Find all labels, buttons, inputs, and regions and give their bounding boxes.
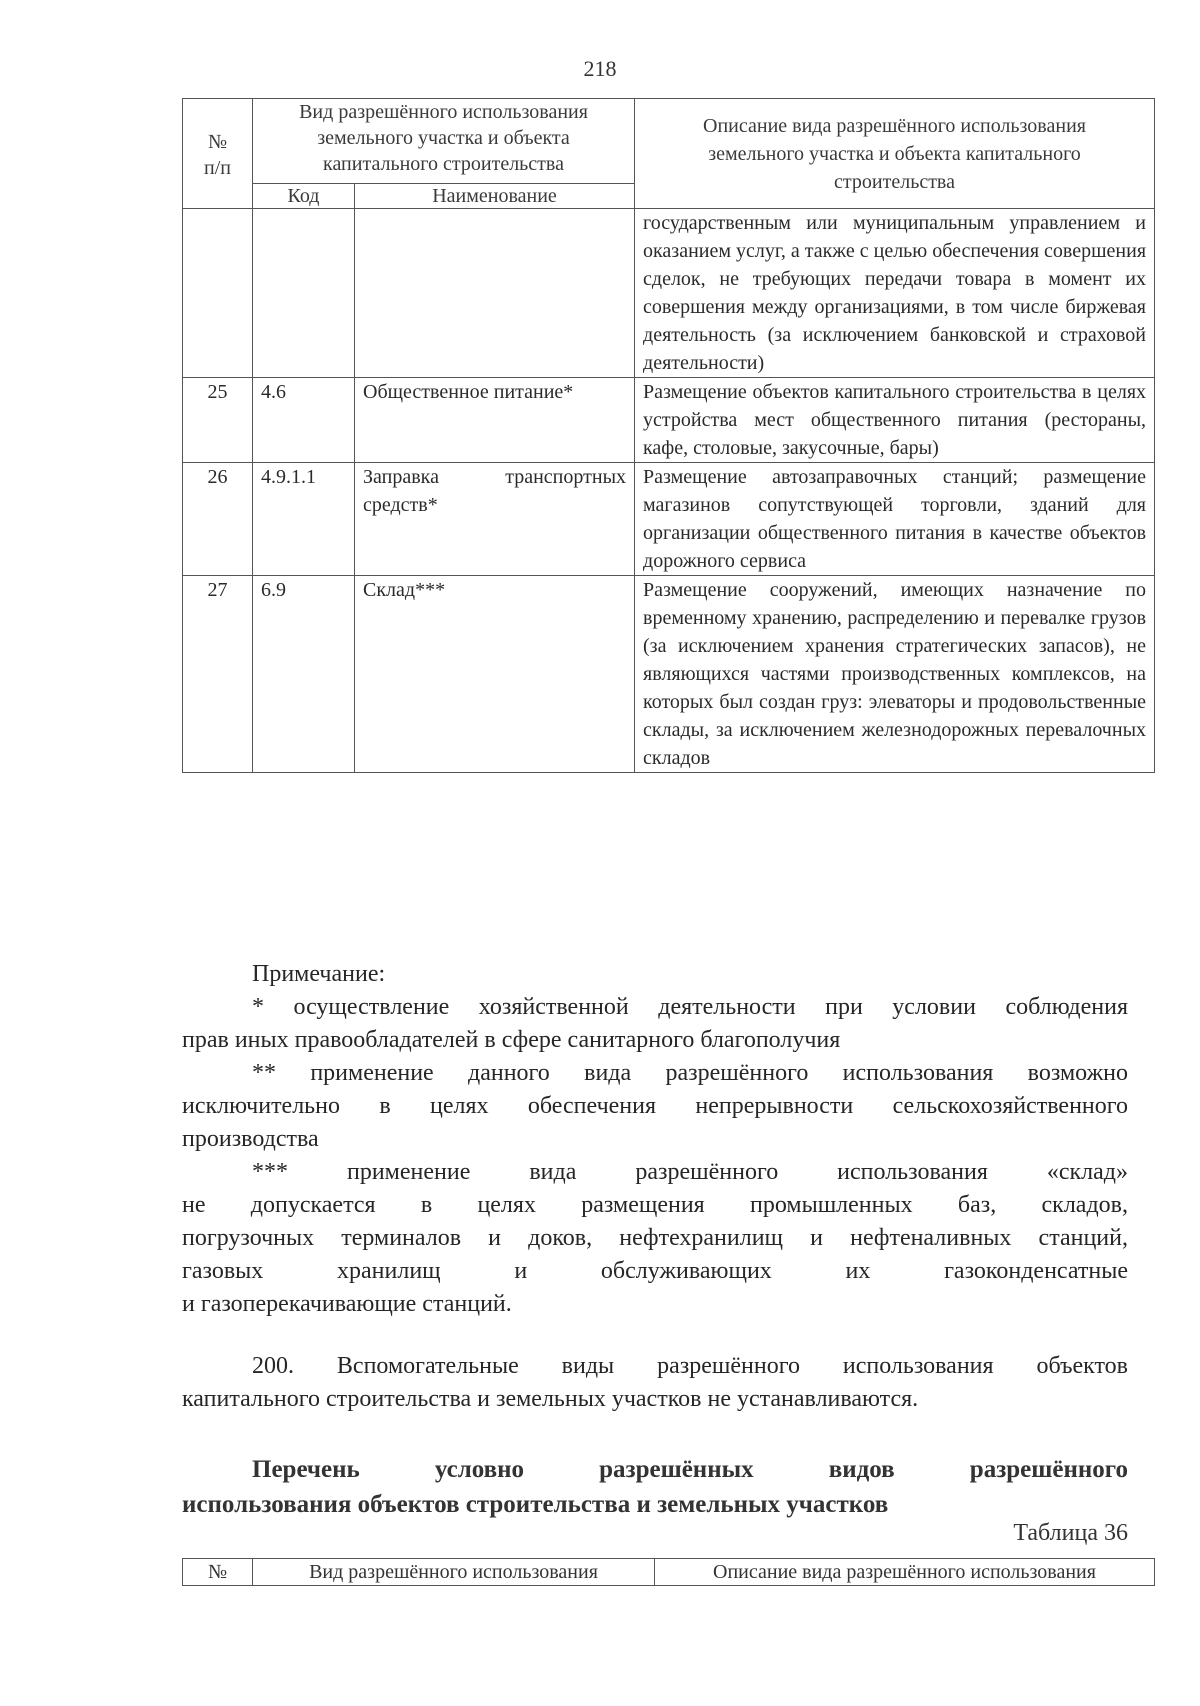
header-use-type: Вид разрешённого использования земельного участка и объекта капитального строительства	[253, 99, 635, 184]
row-number: 26	[183, 463, 253, 576]
note-1: * осуществление хозяйственной деятельности при условии соблюдения	[252, 994, 1128, 1020]
header-description: Описание вида разрешённого использования земельного участка и объекта капитального строительства	[635, 99, 1155, 209]
row-code: 4.9.1.1	[253, 463, 355, 576]
row-name: Заправка транспортных средств*	[355, 463, 635, 576]
header-number: №	[183, 1559, 253, 1586]
note-2: ** применение данного вида разрешённого использования возможно	[252, 1060, 1128, 1086]
row-description: Размещение автозаправочных станций; размещение магазинов сопутствующей торговли, зданий для организации общественного питания в качестве объектов дорожного сервиса	[635, 463, 1155, 576]
table-row	[183, 378, 1155, 463]
row-number: 27	[183, 576, 253, 773]
table-row	[183, 576, 1155, 773]
table-caption: Таблица 36	[1013, 1520, 1128, 1546]
permitted-use-table	[182, 98, 1155, 773]
section-heading: Перечень условно разрешённых видов разрешённого использования объектов строительства и земельных участков	[182, 1456, 1128, 1518]
note-3: *** применение вида разрешённого использования «склад»	[252, 1159, 1128, 1185]
row-code: 4.6	[253, 378, 355, 463]
row-number: 25	[183, 378, 253, 463]
row-description: государственным или муниципальным управлением и оказанием услуг, а также с целью обеспечения совершения сделок, не требующих передачи товара в момент их совершения между организациями, в том числе биржевая деятельность (за исключением банковской и страховой деятельности)	[635, 209, 1155, 378]
table-row	[183, 463, 1155, 576]
table-header-row	[183, 1559, 1155, 1586]
header-description: Описание вида разрешённого использования	[655, 1559, 1155, 1586]
table-36-header	[182, 1558, 1155, 1586]
header-use-type: Вид разрешённого использования	[253, 1559, 655, 1586]
notes-block: Примечание: * осуществление хозяйственной деятельности при условии соблюдения прав иных правообладателей в сфере санитарного благополучия ** применение данного вида разрешённого использования возможно исключительно в целях обеспечения непрерывности сельскохозяйственного производства *** применение вида разрешённого использования «склад» не допускается в целях размещения промышленных баз, складов, погрузочных терминалов и доков, нефтехранилищ и нефтеналивных станций, газовых хранилищ и обслуживающих их газоконденсатные и газоперекачивающие станций.	[182, 958, 1128, 1321]
row-description: Размещение сооружений, имеющих назначение по временному хранению, распределению и перевалке грузов (за исключением хранения стратегических запасов), не являющихся частями производственных комплексов, на которых был создан груз: элеваторы и продовольственные склады, за исключением железнодорожных перевалочных складов	[635, 576, 1155, 773]
header-number: № п/п	[183, 99, 253, 209]
header-name: Наименование	[355, 184, 635, 209]
paragraph-200: 200. Вспомогательные виды разрешённого использования объектов капитального строительства и земельных участков не устанавливаются.	[182, 1353, 1128, 1412]
table-row-continuation	[183, 209, 1155, 378]
row-name: Общественное питание*	[355, 378, 635, 463]
header-code: Код	[253, 184, 355, 209]
page-number: 218	[583, 56, 617, 81]
row-name: Склад***	[355, 576, 635, 773]
row-description: Размещение объектов капитального строительства в целях устройства мест общественного питания (рестораны, кафе, столовые, закусочные, бары)	[635, 378, 1155, 463]
table-header-row	[183, 99, 1155, 184]
notes-title: Примечание:	[252, 961, 386, 987]
row-code: 6.9	[253, 576, 355, 773]
